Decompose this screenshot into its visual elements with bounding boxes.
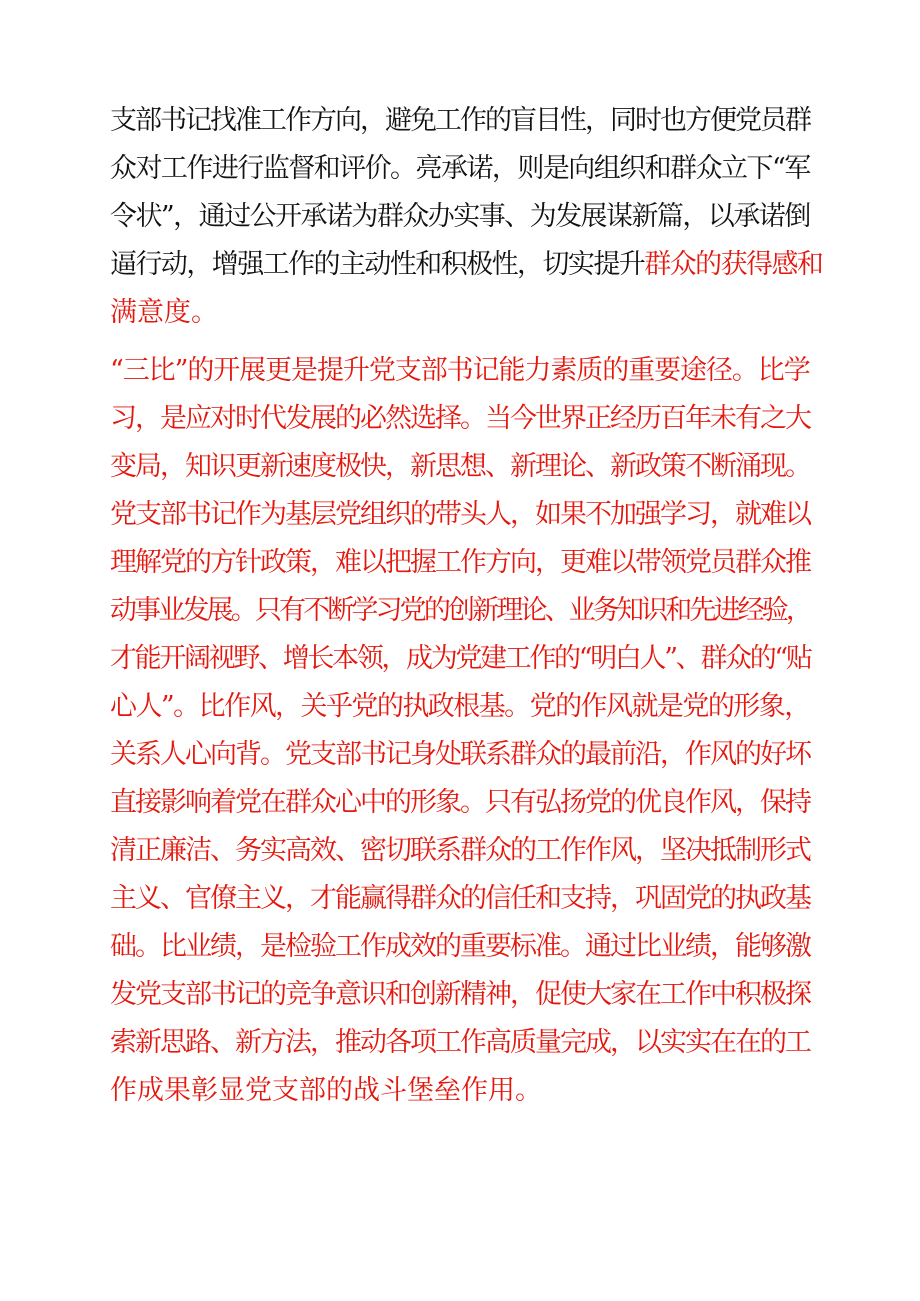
paragraph2-line: 关系人心向背。党支部书记身处联系群众的最前沿，作风的好坏 <box>110 739 810 770</box>
paragraph2-line: 主义、官僚主义，才能赢得群众的信任和支持，巩固党的执政基 <box>110 883 810 914</box>
paragraph2-line: 才能开阔视野、增长本领，成为党建工作的“明白人”、群众的“贴 <box>110 643 811 674</box>
paragraph1-line3: 令状”，通过公开承诺为群众办实事、为发展谋新篇，以承诺倒 <box>110 201 810 232</box>
paragraph1-line1: 支部书记找准工作方向，避免工作的盲目性，同时也方便党员群 <box>110 105 810 136</box>
paragraph2-line: 变局，知识更新速度极快，新思想、新理论、新政策不断涌现。 <box>110 451 810 482</box>
paragraph2-line: 作成果彰显党支部的战斗堡垒作用。 <box>110 1075 542 1106</box>
paragraph2-line: 直接影响着党在群众心中的形象。只有弘扬党的优良作风，保持 <box>110 787 810 818</box>
paragraph2-line: 清正廉洁、务实高效、密切联系群众的工作作风，坚决抵制形式 <box>110 835 810 866</box>
paragraph2-line: 索新思路、新方法，推动各项工作高质量完成，以实实在在的工 <box>110 1027 810 1058</box>
paragraph2-line: 动事业发展。只有不断学习党的创新理论、业务知识和先进经验， <box>110 595 811 626</box>
paragraph1-line5: 满意度。 <box>110 297 218 328</box>
paragraph2-line: 习，是应对时代发展的必然选择。当今世界正经历百年未有之大 <box>110 403 810 434</box>
paragraph1-line4-highlight: 群众的获得感和 <box>644 249 823 280</box>
paragraph2-line: 理解党的方针政策，难以把握工作方向，更难以带领党员群众推 <box>110 547 810 578</box>
paragraph2-line: 心人”。比作风，关乎党的执政根基。党的作风就是党的形象， <box>110 691 810 722</box>
paragraph2-line: “三比”的开展更是提升党支部书记能力素质的重要途径。比学 <box>110 355 810 386</box>
paragraph1-line4-normal: 逼行动，增强工作的主动性和积极性，切实提升 <box>110 249 645 280</box>
paragraph2-line: 发党支部书记的竞争意识和创新精神，促使大家在工作中积极探 <box>110 979 810 1010</box>
paragraph1-line2: 众对工作进行监督和评价。亮承诺，则是向组织和群众立下“军 <box>110 153 810 184</box>
paragraph1-line4 <box>110 244 822 286</box>
paragraph2-line: 础。比业绩，是检验工作成效的重要标准。通过比业绩，能够激 <box>110 931 810 962</box>
paragraph2-line: 党支部书记作为基层党组织的带头人，如果不加强学习，就难以 <box>110 499 810 530</box>
